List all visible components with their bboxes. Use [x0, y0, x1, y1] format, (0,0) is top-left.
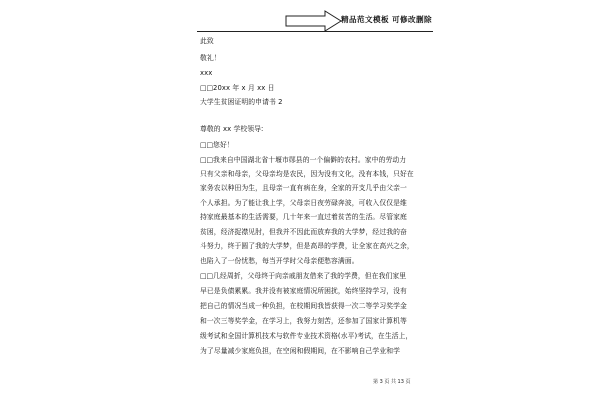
body-line: 个人承担。为了能让我上学，父母亲日夜劳碌奔波，可收入仅仅是维 [200, 199, 407, 207]
body-line: 和一次三等奖学金，在学习上，我努力刻苦，还参加了国家计算机等 [200, 317, 407, 325]
arrow-right-icon [285, 10, 345, 32]
body-line: 家务农以种田为生，且母亲一直有病在身，全家的开支几乎由父亲一 [200, 184, 407, 192]
body-line: 此致 [200, 37, 214, 45]
body-line: 也陷入了一份忧愁，每当开学时父母亲便愁容满面。 [200, 257, 359, 265]
header-title: 精品范文模板 可修改删除 [341, 15, 432, 24]
body-line: □□我来自中国湖北省十堰市郧县的一个偏僻的农村。家中的劳动力 [200, 156, 407, 164]
body-line: 为了尽量减少家庭负担，在空闲和假期间，在不影响自己学业和学 [200, 347, 401, 355]
body-line: 敬礼！ [200, 54, 221, 62]
page-number: 第 3 页 共 13 页 [373, 379, 411, 385]
body-line: 斗努力，终于圆了我的大学梦，但是高昂的学费，让全家在高兴之余， [200, 242, 414, 250]
body-line: 持家庭最基本的生活需要，几十年来一直过着贫苦的生活。尽管家庭 [200, 213, 407, 221]
body-line: 把自己的情况当成一种负担，在校期间我皆获得一次二等学习奖学金 [200, 302, 407, 310]
body-line: □□20xx 年 x 月 xx 日 [200, 84, 275, 92]
body-line: □□几经周折，父母终于向亲戚朋友借来了我的学费，但在我们家里 [200, 272, 407, 280]
body-line: □□您好！ [200, 141, 234, 149]
body-line: 级考试和全国计算机技术与软件专业技术资格(水平)考试，在生活上， [200, 332, 413, 340]
body-line: 早已是负债累累。我并没有被家庭情况所困扰，始终坚持学习，没有 [200, 287, 407, 295]
body-line: 大学生贫困证明的申请书 2 [200, 98, 283, 106]
page-header [285, 10, 600, 40]
body-line: 只有父亲和母亲，父母亲均是农民，因为没有文化，没有本钱，只好在 [200, 170, 414, 178]
body-line: 尊敬的 xx 学校领导: [200, 125, 264, 133]
header-divider [197, 31, 433, 32]
body-line: 贫困，经济捉襟见肘，但我并不因此而放弃我的大学梦，经过我的奋 [200, 228, 407, 236]
body-line: xxx [200, 69, 213, 77]
